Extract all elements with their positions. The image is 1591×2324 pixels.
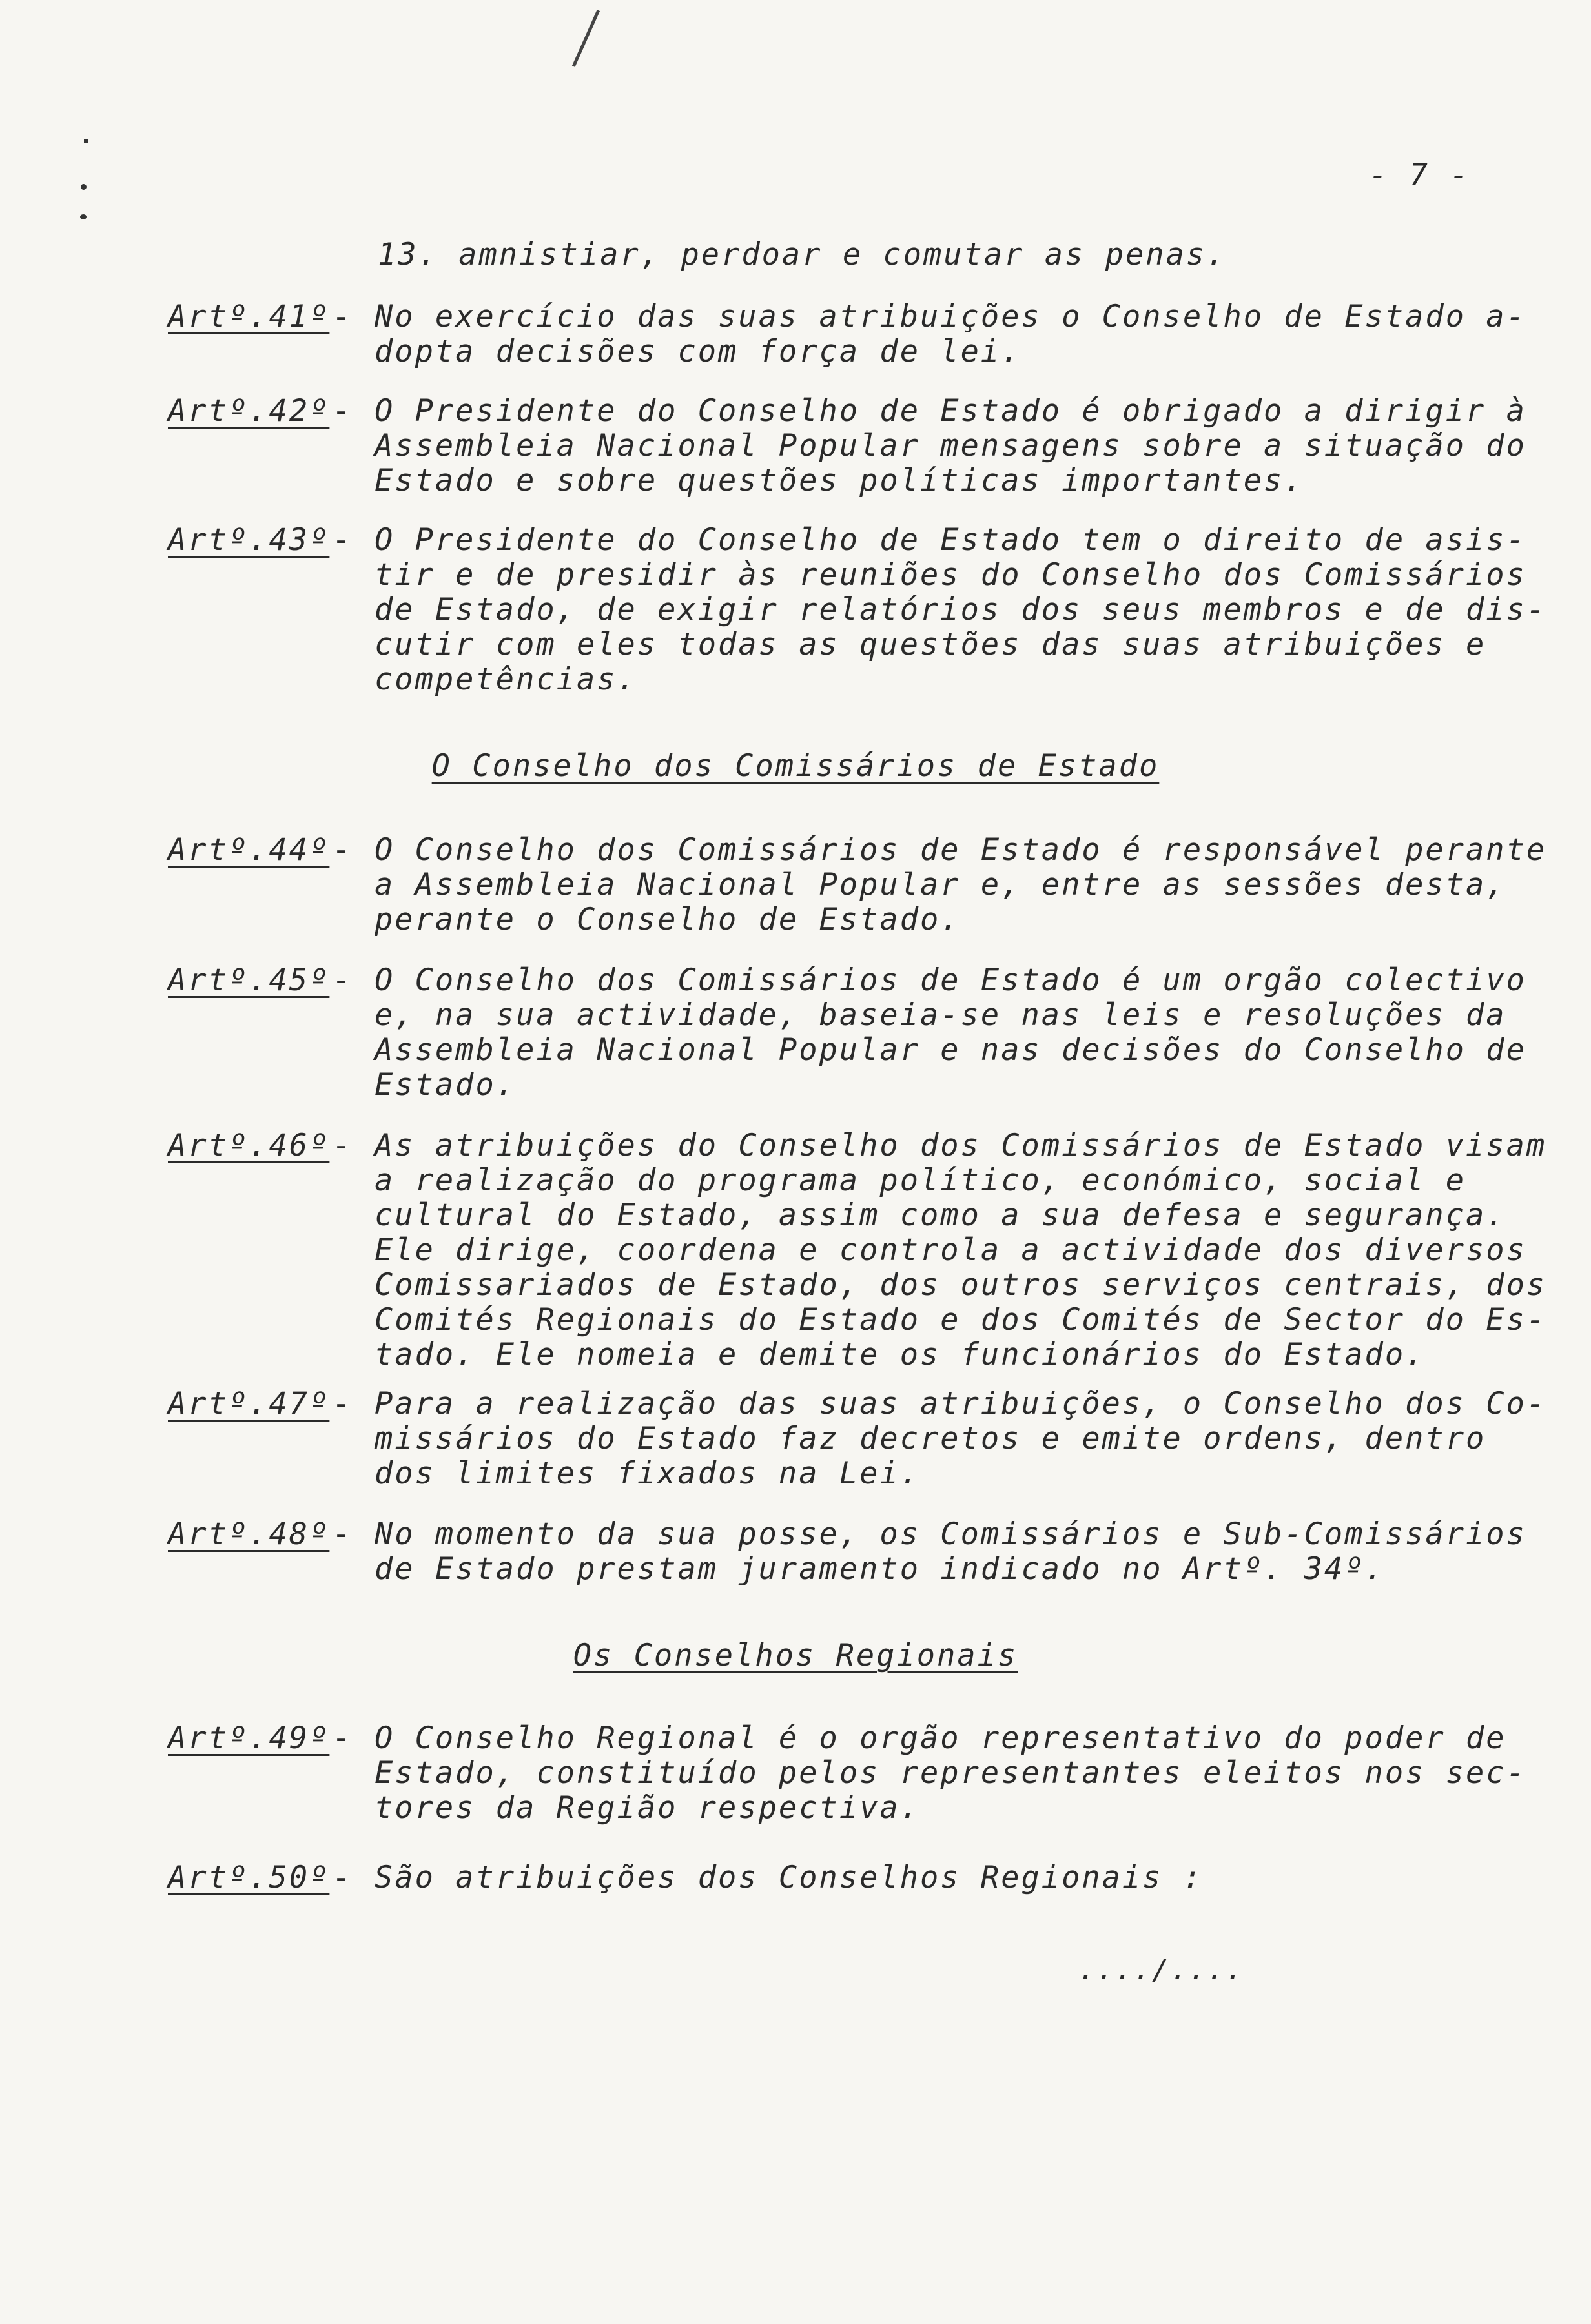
article-line: tir e de presidir às reuniões do Conselho dos Comissários — [375, 557, 1526, 593]
article-line: a realização do programa político, económico, social e — [375, 1163, 1466, 1198]
article-line: O Conselho Regional é o orgão representativo do poder de — [375, 1720, 1506, 1756]
article-line: No exercício das suas atribuições o Conselho de Estado a- — [375, 299, 1526, 334]
dash: - — [332, 1516, 353, 1552]
article-line: de Estado prestam juramento indicado no Artº. 34º. — [375, 1551, 1385, 1587]
article-line: dos limites fixados na Lei. — [375, 1456, 921, 1491]
page-number: - 7 - — [1369, 158, 1470, 193]
dash: - — [332, 963, 353, 998]
article-line: O Conselho dos Comissários de Estado é um orgão colectivo — [375, 963, 1526, 998]
article-line: O Conselho dos Comissários de Estado é responsável perante — [375, 832, 1547, 868]
dash: - — [332, 299, 353, 334]
article-47 — [168, 1386, 1547, 1491]
section-heading: O Conselho dos Comissários de Estado — [431, 748, 1160, 784]
article-line: cultural do Estado, assim como a sua defesa e segurança. — [375, 1198, 1506, 1233]
article-line: Assembleia Nacional Popular e nas decisões do Conselho de — [375, 1032, 1526, 1068]
article-label: Artº.49º — [168, 1720, 330, 1756]
dash: - — [332, 1128, 353, 1163]
article-label: Artº.45º — [168, 963, 330, 998]
article-line: Estado e sobre questões políticas importantes. — [375, 463, 1304, 498]
article-line: de Estado, de exigir relatórios dos seus membros e de dis- — [375, 592, 1547, 627]
article-label: Artº.50º — [168, 1860, 330, 1895]
pen-stroke-mark — [572, 10, 600, 67]
article-line: As atribuições do Conselho dos Comissários de Estado visam — [375, 1128, 1547, 1163]
article-line: perante o Conselho de Estado. — [375, 902, 961, 937]
dash: - — [332, 1860, 353, 1895]
article-49 — [168, 1720, 1526, 1826]
article-line: Comissariados de Estado, dos outros serviços centrais, dos — [375, 1267, 1547, 1303]
article-line: e, na sua actividade, baseia-se nas leis e resoluções da — [375, 997, 1506, 1033]
article-line: cutir com eles todas as questões das suas atribuições e — [375, 627, 1486, 662]
article-label: Artº.42º — [168, 393, 330, 429]
article-line: missários do Estado faz decretos e emite ordens, dentro — [375, 1421, 1486, 1456]
margin-dot — [84, 139, 88, 143]
article-41 — [168, 299, 1526, 369]
article-50 — [168, 1860, 1511, 1895]
article-label: Artº.44º — [168, 832, 330, 868]
article-44 — [168, 832, 1547, 937]
article-45 — [168, 963, 1526, 1103]
dash: - — [332, 832, 353, 868]
article-label: Artº.46º — [168, 1128, 330, 1163]
article-label: Artº.48º — [168, 1516, 330, 1552]
article-line: tores da Região respectiva. — [375, 1790, 921, 1826]
article-label: Artº.47º — [168, 1386, 330, 1422]
article-line: Comités Regionais do Estado e dos Comités de Sector do Es- — [375, 1302, 1547, 1338]
article-line: Ele dirige, coordena e controla a actividade dos diversos — [375, 1232, 1526, 1268]
article-48 — [168, 1516, 1526, 1587]
article-line: O Presidente do Conselho de Estado tem o direito de asis- — [375, 522, 1526, 558]
dash: - — [332, 1720, 353, 1756]
article-line: No momento da sua posse, os Comissários e Sub-Comissários — [375, 1516, 1526, 1552]
margin-dot — [80, 214, 87, 219]
dash: - — [332, 522, 353, 558]
article-line: tado. Ele nomeia e demite os funcionários do Estado. — [375, 1337, 1426, 1372]
dash: - — [332, 1386, 353, 1422]
list-item-13: 13. amnistiar, perdoar e comutar as penas. — [378, 237, 1227, 272]
margin-dot — [81, 184, 87, 190]
continued-marker: ..../.... — [1078, 1953, 1244, 1986]
article-line: Para a realização das suas atribuições, o Conselho dos Co- — [375, 1386, 1547, 1422]
article-line: Estado, constituído pelos representantes eleitos nos sec- — [375, 1755, 1526, 1791]
article-line: Assembleia Nacional Popular mensagens sobre a situação do — [375, 428, 1526, 464]
article-line: dopta decisões com força de lei. — [375, 334, 1021, 369]
article-line: Estado. — [375, 1067, 517, 1103]
article-line: a Assembleia Nacional Popular e, entre as sessões desta, — [375, 867, 1506, 902]
dash: - — [332, 393, 353, 429]
article-line: competências. — [375, 662, 637, 697]
article-line: São atribuições dos Conselhos Regionais : — [375, 1860, 1204, 1895]
article-line: O Presidente do Conselho de Estado é obrigado a dirigir à — [375, 393, 1526, 429]
article-label: Artº.43º — [168, 522, 330, 558]
section-heading: Os Conselhos Regionais — [573, 1638, 1018, 1673]
article-label: Artº.41º — [168, 299, 330, 334]
article-42 — [168, 393, 1526, 498]
article-43 — [168, 522, 1547, 697]
article-46 — [168, 1128, 1547, 1372]
